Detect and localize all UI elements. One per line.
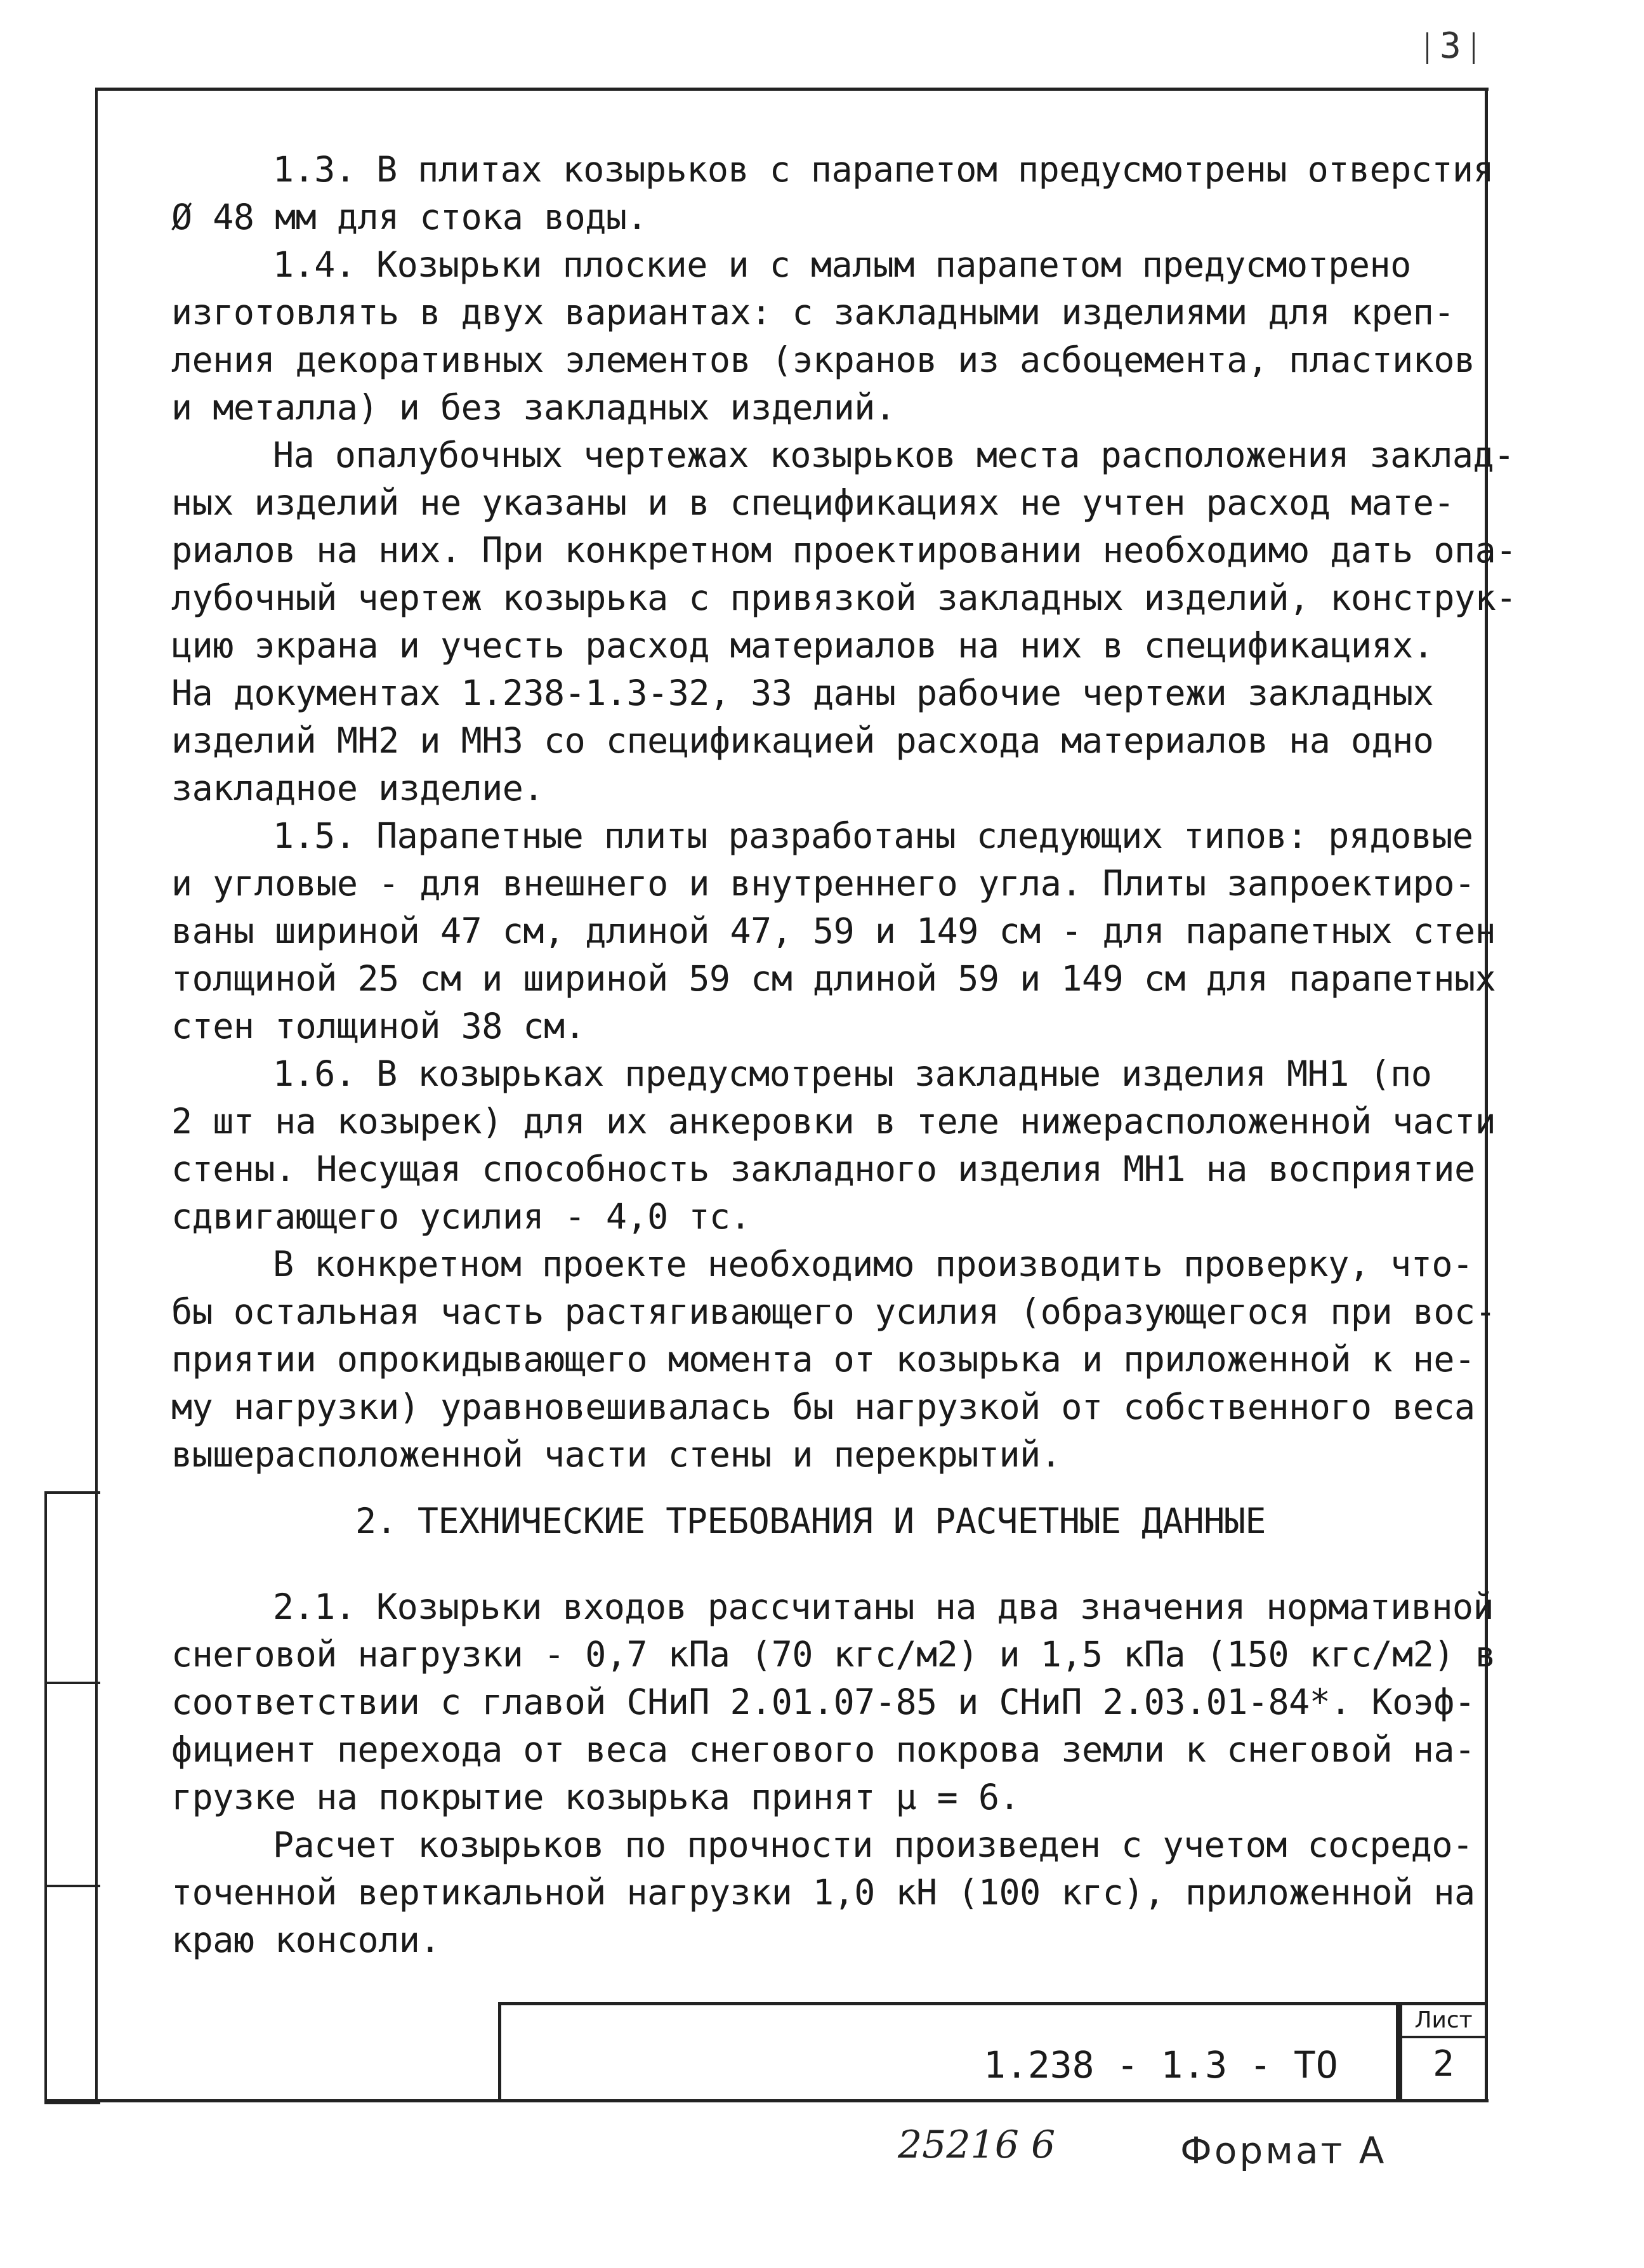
text-line: точенной вертикальной нагрузки 1,0 кН (100 кгс), приложенной на [171, 1872, 1475, 1913]
text-line: ления декоративных элементов (экранов из асбоцемента, пластиков [171, 340, 1475, 380]
text-line: риалов на них. При конкретном проектировании необходимо дать опа- [171, 530, 1516, 570]
format-label: Формат А [1180, 2129, 1387, 2172]
text-line: стены. Несущая способность закладного изделия МН1 на восприятие [171, 1149, 1475, 1189]
corner-page-mark [1415, 25, 1491, 76]
text-line: закладное изделие. [171, 768, 544, 808]
text-line: ных изделий не указаны и в спецификациях не учтен расход мате- [171, 482, 1454, 523]
text-line: снеговой нагрузки - 0,7 кПа (70 кгс/м2) и 1,5 кПа (150 кгс/м2) в [171, 1634, 1496, 1675]
corner-bar-right [1473, 32, 1475, 64]
text-line: 1.5. Парапетные плиты разработаны следующих типов: рядовые [273, 815, 1473, 856]
sheet-number-box [1399, 2002, 1485, 2099]
text-line: На документах 1.238-1.3-32, 33 даны рабочие чертежи закладных [171, 673, 1434, 713]
text-line: соответствии с главой СНиП 2.01.07-85 и СНиП 2.03.01-84*. Коэф- [171, 1682, 1475, 1722]
text-line: му нагрузки) уравновешивалась бы нагрузкой от собственного веса [171, 1387, 1475, 1427]
paragraph-p1_4 [171, 241, 1475, 432]
text-line: 2 шт на козырек) для их анкеровки в теле нижерасположенной части [171, 1101, 1496, 1142]
frame-right-border [1485, 88, 1488, 2100]
text-line: лубочный чертеж козырька с привязкой закладных изделий, конструк- [171, 577, 1516, 618]
sheet-label: Лист [1402, 2005, 1485, 2038]
paragraph-p1_5 [171, 812, 1496, 1050]
text-line: краю консоли. [171, 1920, 440, 1960]
paragraph-p_strength [171, 1821, 1475, 1964]
frame-top-border [95, 88, 1489, 91]
text-line: 1.3. В плитах козырьков с парапетом предусмотрены отверстия [273, 149, 1494, 190]
text-line: и угловые - для внешнего и внутреннего угла. Плиты запроектиро- [171, 863, 1475, 904]
text-line: изделий МН2 и МН3 со спецификацией расхода материалов на одно [171, 720, 1434, 761]
title-block [498, 2002, 1399, 2099]
paragraph-p2_1 [171, 1583, 1496, 1821]
text-line: грузке на покрытие козырька принят μ = 6. [171, 1777, 1020, 1817]
text-line: фициент перехода от веса снегового покрова земли к снеговой на- [171, 1729, 1475, 1770]
frame-bottom-border [44, 2099, 1489, 2102]
section-1-paragraphs [171, 146, 1516, 1479]
text-line: В конкретном проекте необходимо производить проверку, что- [273, 1244, 1473, 1284]
text-line: и металла) и без закладных изделий. [171, 387, 896, 428]
text-line: 1.6. В козырьках предусмотрены закладные изделия МН1 (по [273, 1053, 1432, 1094]
text-line: цию экрана и учесть расход материалов на них в спецификациях. [171, 625, 1434, 666]
text-line: толщиной 25 см и шириной 59 см длиной 59 и 149 см для парапетных [171, 958, 1496, 999]
side-stamp-cell [47, 1887, 100, 2097]
document-body [171, 146, 1516, 1964]
text-line: 2.1. Козырьки входов рассчитаны на два значения нормативной [273, 1586, 1494, 1627]
paragraph-p1_3 [171, 146, 1494, 241]
paragraph-p1_6 [171, 1050, 1496, 1241]
handwritten-inventory-number: 25216 6 [898, 2123, 1056, 2167]
corner-bar-left [1426, 32, 1428, 64]
side-stamp-cell [47, 1494, 100, 1684]
text-line: изготовлять в двух вариантах: с закладными изделиями для креп- [171, 292, 1454, 333]
text-line: вышерасположенной части стены и перекрытий. [171, 1434, 1062, 1475]
text-line: приятии опрокидывающего момента от козырька и приложенной к не- [171, 1339, 1475, 1380]
paragraph-p_formwork [171, 432, 1516, 812]
text-line: 1.4. Козырьки плоские и с малым парапетом предусмотрено [273, 244, 1411, 285]
document-code: 1.238 - 1.3 - ТО [983, 2043, 1338, 2087]
paragraph-p_check [171, 1241, 1496, 1479]
text-line: Расчет козырьков по прочности произведен с учетом сосредо- [273, 1824, 1473, 1865]
sheet-number: 2 [1433, 2043, 1454, 2085]
text-line: бы остальная часть растягивающего усилия (образующегося при вос- [171, 1291, 1496, 1332]
side-stamp-cell [47, 1684, 100, 1887]
text-line: стен толщиной 38 см. [171, 1006, 586, 1046]
section-2-heading: 2. ТЕХНИЧЕСКИЕ ТРЕБОВАНИЯ И РАСЧЕТНЫЕ ДАННЫЕ [355, 1501, 1266, 1541]
text-line: Ø 48 мм для стока воды. [171, 197, 648, 237]
text-line: На опалубочных чертежах козырьков места расположения заклад- [273, 435, 1515, 475]
side-stamp-columns [44, 1491, 100, 2104]
corner-page-mark-text: 3 [1440, 25, 1461, 67]
section-2-paragraphs [171, 1583, 1496, 1964]
text-line: ваны шириной 47 см, длиной 47, 59 и 149 см - для парапетных стен [171, 911, 1496, 951]
text-line: сдвигающего усилия - 4,0 тс. [171, 1196, 751, 1237]
